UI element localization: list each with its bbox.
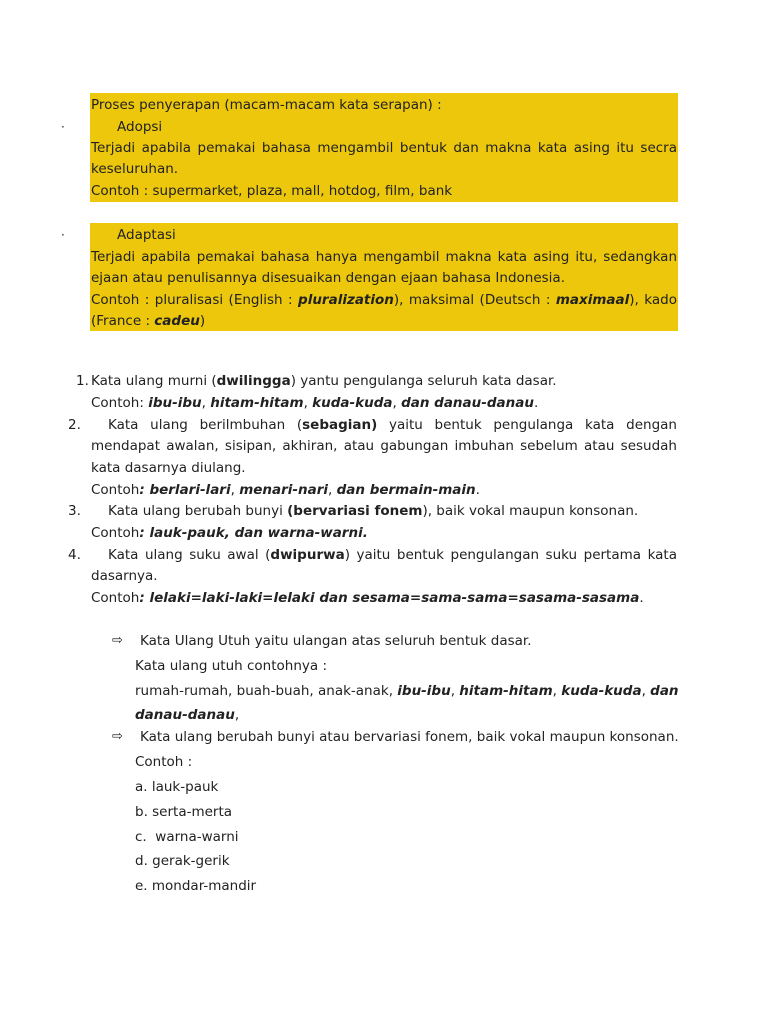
example-label: Contoh [91, 482, 140, 498]
word-cadeu: cadeu [154, 313, 200, 329]
list-item: a. lauk-pauk [135, 779, 219, 795]
example-label: Contoh [91, 590, 140, 606]
example-word: ibu-ibu [397, 683, 451, 699]
example-word: hitam-hitam [459, 683, 553, 699]
list-number-3: 3. [68, 503, 81, 519]
example-word: kuda-kuda [561, 683, 642, 699]
adaptasi-line-1: Terjadi apabila pemakai bahasa hanya mengambil makna kata asing itu, sedangkan [91, 249, 677, 265]
example-word: hitam-hitam [210, 395, 304, 411]
adaptasi-example-prefix: Contoh : pluralisasi (English : [91, 292, 299, 308]
list-item-4-example: Contoh: lelaki=laki-laki=lelaki dan sesama=sama-sama=sasama-sasama. [91, 590, 644, 606]
example-word: menari-nari [239, 482, 329, 498]
adaptasi-example-mid2: ), kado [629, 292, 677, 308]
example-word: : berlari-lari [139, 482, 231, 498]
term-dwipurwa: dwipurwa [270, 547, 345, 563]
title-adopsi: Adopsi [117, 119, 163, 135]
adaptasi-example-line-2 [91, 311, 205, 331]
list-item: b. serta-merta [135, 804, 233, 820]
bullet-adaptasi: · [61, 228, 65, 242]
adaptasi-example2-prefix: (France : [91, 313, 155, 329]
example-word: : lelaki=laki-laki=lelaki dan sesama=sama-sama=sasama-sasama [139, 590, 640, 606]
arrow-item-1-sub: Kata ulang utuh contohnya : [135, 658, 327, 674]
arrow-item-1-examples-line-2: danau-danau, [135, 707, 240, 723]
example-word: ibu-ibu [148, 395, 202, 411]
list-number-2: 2. [68, 417, 81, 433]
term-dwilingga: dwilingga [216, 373, 291, 389]
title-adaptasi: Adaptasi [117, 227, 176, 243]
list-item-2 [108, 415, 677, 435]
list-item-4-post: ) yaitu bentuk pengulangan suku pertama kata [344, 547, 677, 563]
example-label: Contoh [91, 525, 140, 541]
adopsi-line-1: Terjadi apabila pemakai bahasa mengambil bentuk dan makna kata asing itu secra [91, 140, 677, 156]
adaptasi-example [91, 290, 677, 310]
list-item-4-line-2: dasarnya. [91, 568, 158, 584]
term-bervariasi-fonem: (bervariasi fonem [287, 503, 423, 519]
arrow-right-icon: ⇨ [112, 729, 123, 744]
example-label: Contoh: [91, 395, 149, 411]
list-item-1-example: Contoh: ibu-ibu, hitam-hitam, kuda-kuda, dan danau-danau. [91, 395, 539, 411]
arrow-item-2-title: Kata ulang berubah bunyi atau bervariasi fonem, baik vokal maupun konsonan. [140, 729, 679, 745]
example-word: : lauk-pauk, dan warna-warni. [139, 525, 368, 541]
list-item-1-pre: Kata ulang murni ( [91, 373, 217, 389]
list-item-3 [108, 501, 638, 521]
list-number-4: 4. [68, 547, 81, 563]
adopsi-line-2: keseluruhan. [91, 161, 179, 177]
example-word: danau-danau [135, 707, 235, 723]
example-word: dan danau-danau [401, 395, 534, 411]
adaptasi-line-2: ejaan atau penulisannya disesuaikan dengan ejaan bahasa Indonesia. [91, 270, 565, 286]
example-word: dan bermain-main [336, 482, 476, 498]
list-item-2-line-3: kata dasarnya diulang. [91, 460, 246, 476]
arrow-item-2-sub: Contoh : [135, 754, 193, 770]
list-item-1-post: ) yantu pengulanga seluruh kata dasar. [290, 373, 557, 389]
list-item-2-post: yaitu bentuk pengulanga kata dengan [377, 417, 677, 433]
word-pluralization: pluralization [298, 292, 394, 308]
adaptasi-example-mid1: ), maksimal (Deutsch : [393, 292, 556, 308]
adaptasi-example2-suffix: ) [199, 313, 206, 329]
example-word: dan [650, 683, 679, 699]
arrow-item-1-examples: rumah-rumah, buah-buah, anak-anak, ibu-ibu, hitam-hitam, kuda-kuda, dan [135, 683, 679, 699]
list-item-2-example: Contoh: berlari-lari, menari-nari, dan bermain-main. [91, 482, 480, 498]
example-word: kuda-kuda [312, 395, 393, 411]
list-item-2-pre: Kata ulang berilmbuhan ( [108, 417, 303, 433]
example-plain: rumah-rumah, buah-buah, anak-anak, [135, 683, 398, 699]
list-item: e. mondar-mandir [135, 878, 257, 894]
term-sebagian: sebagian) [302, 417, 378, 433]
arrow-item-1-title: Kata Ulang Utuh yaitu ulangan atas seluruh bentuk dasar. [140, 633, 532, 649]
list-item-4 [108, 545, 677, 565]
list-item-3-pre: Kata ulang berubah bunyi [108, 503, 288, 519]
bullet-adopsi: · [61, 120, 65, 134]
list-item-4-pre: Kata ulang suku awal ( [108, 547, 271, 563]
list-item: c. warna-warni [135, 829, 239, 845]
list-item-3-example [91, 523, 368, 543]
adopsi-example: Contoh : supermarket, plaza, mall, hotdog, film, bank [91, 183, 453, 199]
heading-proses-penyerapan: Proses penyerapan (macam-macam kata serapan) : [91, 97, 442, 113]
list-item-3-post: ), baik vokal maupun konsonan. [422, 503, 639, 519]
list-number-1: 1. [76, 373, 89, 389]
list-item-2-line-2: mendapat awalan, sisipan, akhiran, atau gabungan imbuhan sebelum atau sesudah [91, 438, 677, 454]
list-item-1 [91, 371, 557, 391]
word-maximaal: maximaal [555, 292, 630, 308]
list-item: d. gerak-gerik [135, 853, 230, 869]
arrow-right-icon: ⇨ [112, 633, 123, 648]
